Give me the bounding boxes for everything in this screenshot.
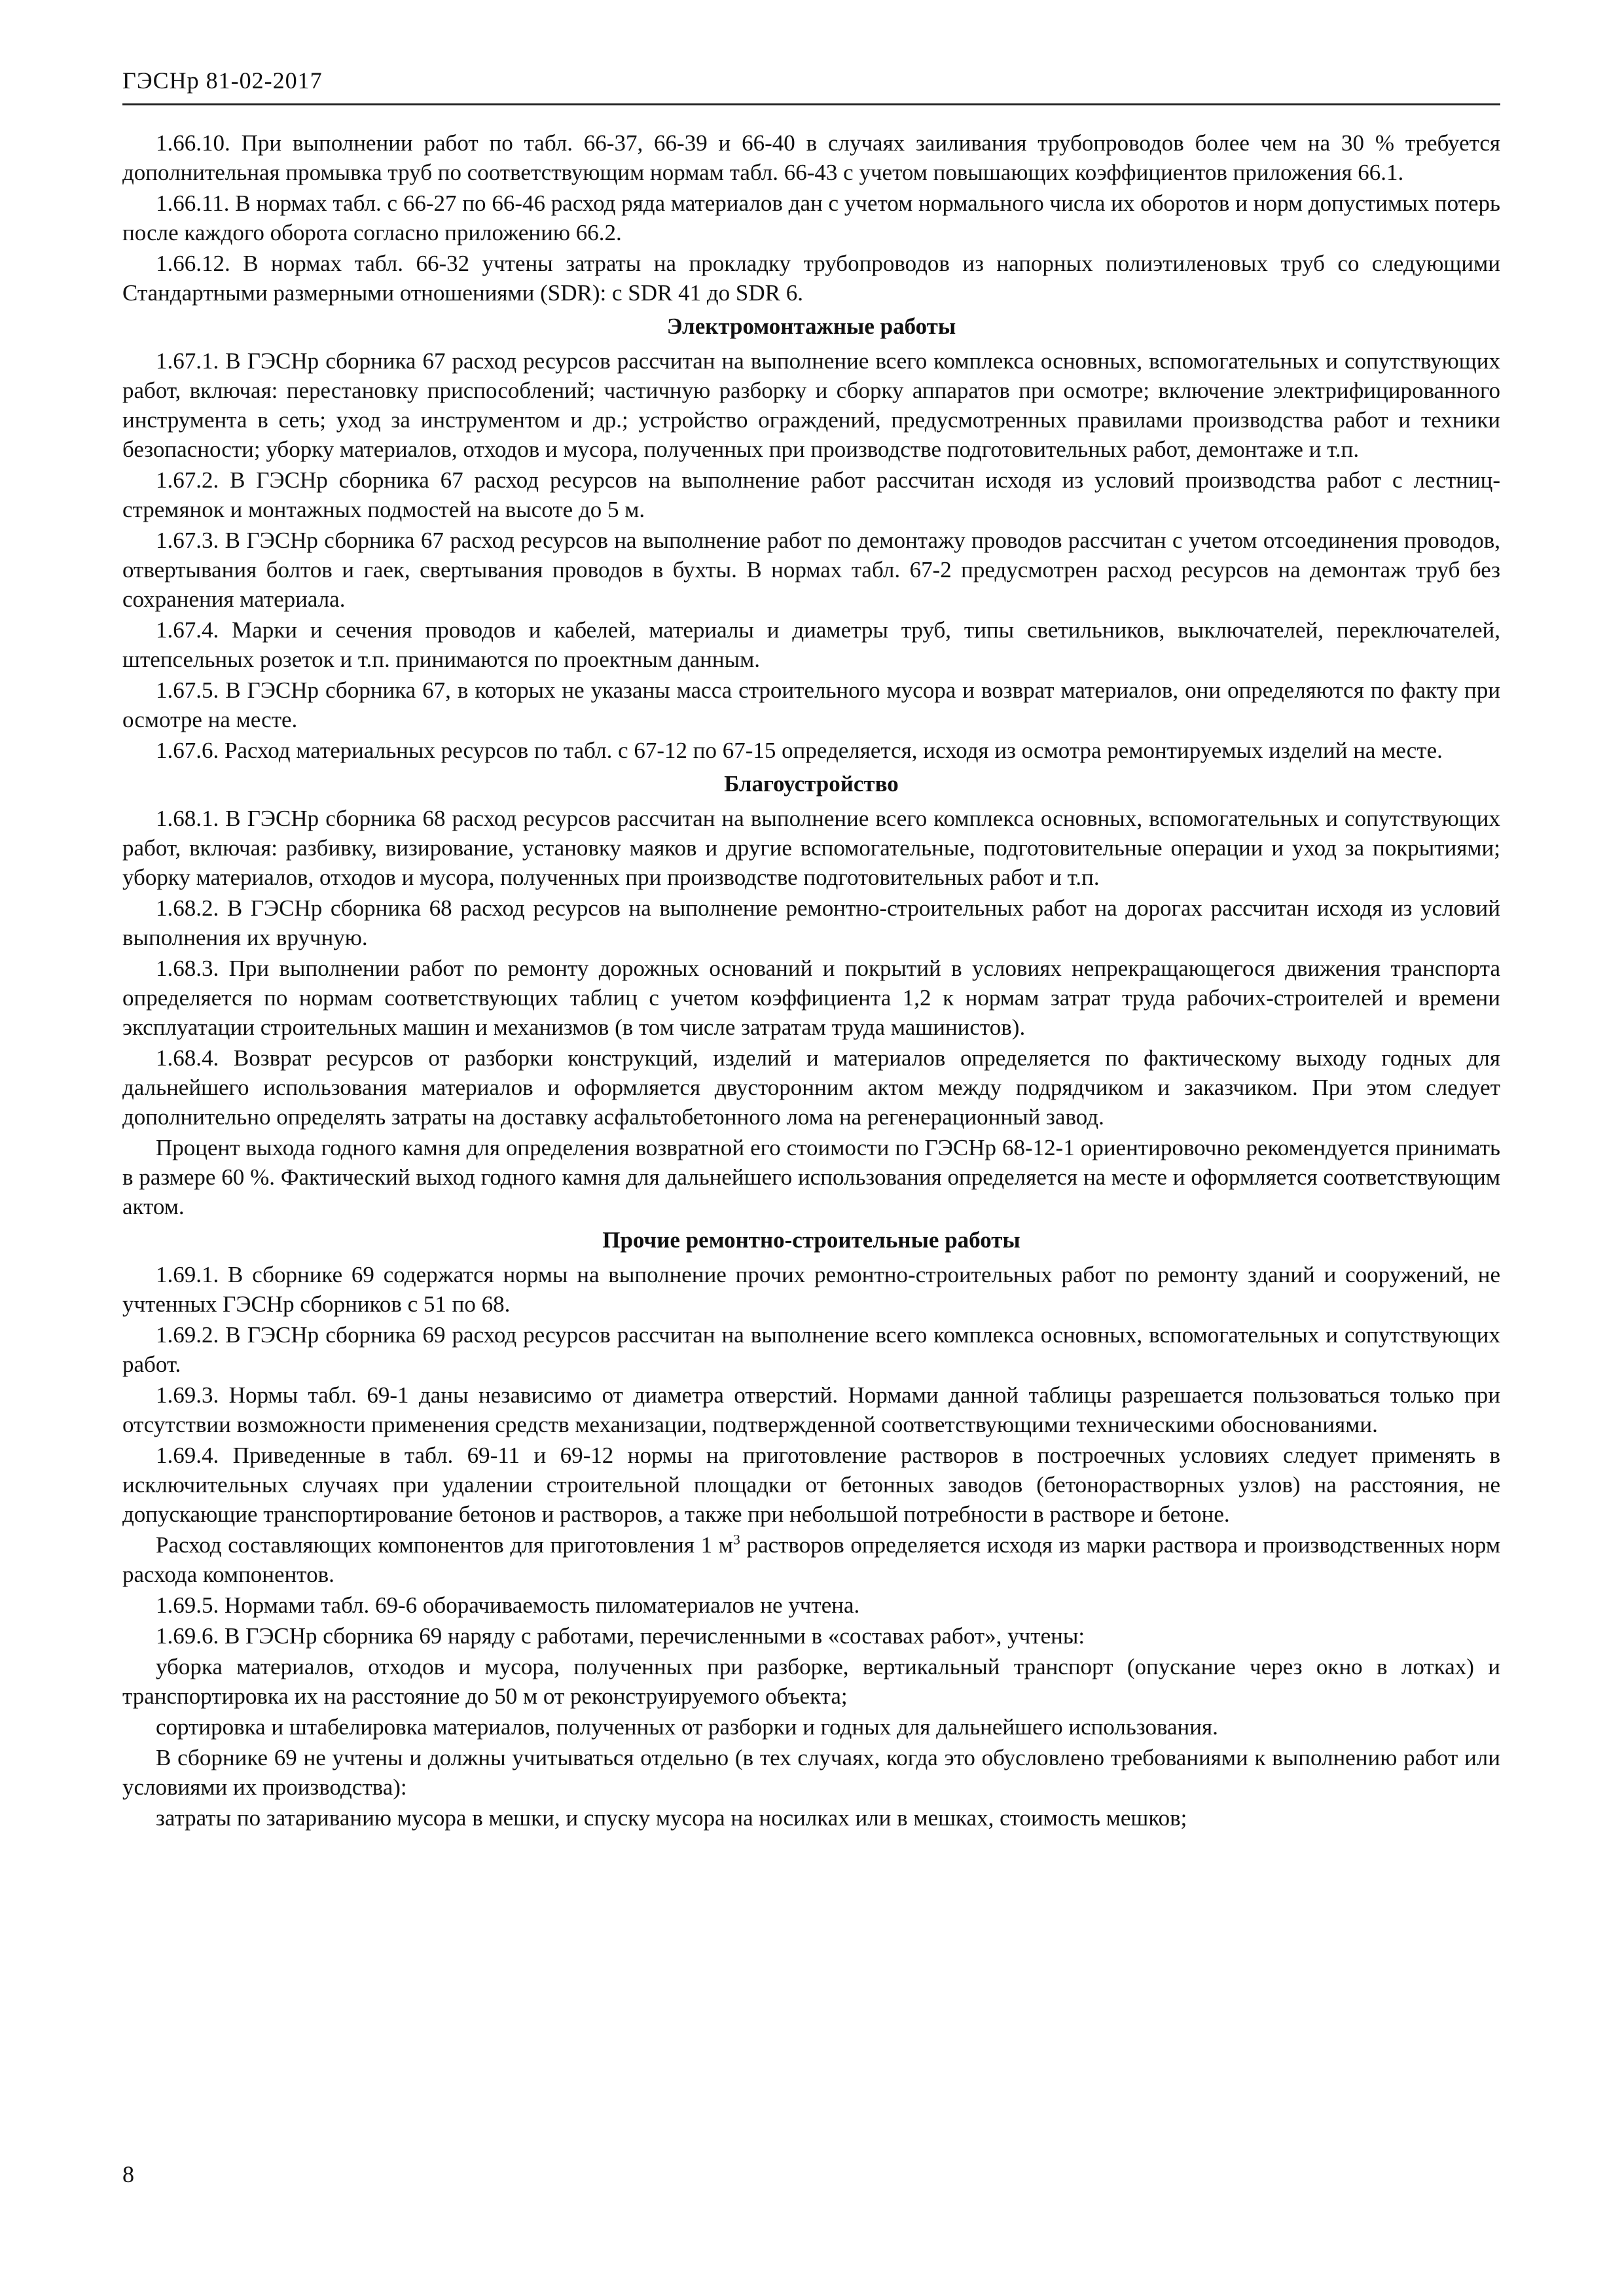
paragraph-1-68-4: 1.68.4. Возврат ресурсов от разборки конструкций, изделий и материалов определяется по фактическому выходу годных для дальнейшего использования материалов и оформляется двусторонним актом между подрядчиком и заказчиком. При этом следует дополнительно определять затраты на доставку асфальтобетонного лома на регенерационный завод.: [122, 1045, 1500, 1130]
page-number: 8: [122, 2161, 134, 2187]
paragraph-1-69-6-not-included: В сборнике 69 не учтены и должны учитываться отдельно (в тех случаях, когда это обусловлено требованиями к выполнению работ или условиями их производства):: [122, 1745, 1500, 1800]
paragraph-1-67-1: 1.67.1. В ГЭСНр сборника 67 расход ресурсов рассчитан на выполнение всего комплекса основных, вспомогательных и сопутствующих работ, включая: перестановку приспособлений; частичную разборку и сборку аппаратов при осмотре; включение электрифицированного инструмента в сеть; уход за инструментом и др.; устройство ограждений, предусмотренных правилами производства работ и техники безопасности; уборку материалов, отходов и мусора, полученных при производстве подготовительных работ, демонтаже и т.п.: [122, 348, 1500, 462]
paragraph-1-69-6-cleanup: уборка материалов, отходов и мусора, полученных при разборке, вертикальный транспорт (опускание через окно в лотках) и транспортировка их на расстояние до 50 м от реконструируемого объекта;: [122, 1654, 1500, 1709]
page-body: [122, 128, 1500, 1834]
paragraph-1-68-3: 1.68.3. При выполнении работ по ремонту дорожных оснований и покрытий в условиях непрекращающегося движения транспорта определяется по нормам соответствующих таблиц с учетом коэффициента 1,2 к нормам затрат труда рабочих-строителей и времени эксплуатации строительных машин и механизмов (в том числе затратам труда машинистов).: [122, 956, 1500, 1040]
paragraph-1-69-3: 1.69.3. Нормы табл. 69-1 даны независимо от диаметра отверстий. Нормами данной таблицы разрешается пользоваться только при отсутствии возможности применения средств механизации, подтвержденной соответствующими техническими обоснованиями.: [122, 1382, 1500, 1437]
paragraph-1-68-4-stone: Процент выхода годного камня для определения возвратной его стоимости по ГЭСНр 68-12-1 ориентировочно рекомендуется принимать в размере 60 %. Фактический выход годного камня для дальнейшего использования определяется на месте и оформляется соответствующим актом.: [122, 1135, 1500, 1219]
paragraph-1-67-2: 1.67.2. В ГЭСНр сборника 67 расход ресурсов на выполнение работ рассчитан исходя из условий производства работ с лестниц-стремянок и монтажных подмостей на высоте до 5 м.: [122, 467, 1500, 522]
paragraph-1-69-6-bagging: затраты по затариванию мусора в мешки, и спуску мусора на носилках или в мешках, стоимость мешков;: [156, 1805, 1187, 1831]
paragraph-1-67-3: 1.67.3. В ГЭСНр сборника 67 расход ресурсов на выполнение работ по демонтажу проводов рассчитан с учетом отсоединения проводов, отвертывания болтов и гаек, свертывания проводов в бухты. В нормах табл. 67-2 предусмотрен расход ресурсов на демонтаж труб без сохранения материала.: [122, 528, 1500, 612]
running-header: [122, 58, 1500, 105]
paragraph-1-69-4: 1.69.4. Приведенные в табл. 69-11 и 69-12 нормы на приготовление растворов в построечных условиях следует применять в исключительных случаях при удалении строительной площадки от бетонных заводов (бетонорастворных узлов) на расстояния, не допускающие транспортирование бетонов и растворов, а также при небольшой потребности в растворе и бетоне.: [122, 1443, 1500, 1527]
paragraph-1-68-2: 1.68.2. В ГЭСНр сборника 68 расход ресурсов на выполнение ремонтно-строительных работ на дорогах рассчитан исходя из условий выполнения их вручную.: [122, 895, 1500, 950]
paragraph-1-68-1: 1.68.1. В ГЭСНр сборника 68 расход ресурсов рассчитан на выполнение всего комплекса основных, вспомогательных и сопутствующих работ, включая: разбивку, визирование, установку маяков и другие вспомогательные, подготовительные операции и уход за покрытиями; уборку материалов, отходов и мусора, полученных при производстве подготовительных работ и т.п.: [122, 806, 1500, 890]
paragraph-1-69-1: 1.69.1. В сборнике 69 содержатся нормы на выполнение прочих ремонтно-строительных работ по ремонту зданий и сооружений, не учтенных ГЭСНр сборников с 51 по 68.: [122, 1262, 1500, 1317]
paragraph-1-69-4-mortar: [122, 1530, 1500, 1589]
paragraph-1-69-6: 1.69.6. В ГЭСНр сборника 69 наряду с работами, перечисленными в «составах работ», учтены:: [156, 1623, 1085, 1649]
paragraph-1-66-12: 1.66.12. В нормах табл. 66-32 учтены затраты на прокладку трубопроводов из напорных полиэтиленовых труб со следующими Стандартными размерными отношениями (SDR): с SDR 41 до SDR 6.: [122, 251, 1500, 306]
paragraph-1-67-5: 1.67.5. В ГЭСНр сборника 67, в которых не указаны масса строительного мусора и возврат материалов, они определяются по факту при осмотре на месте.: [122, 677, 1500, 732]
paragraph-1-69-6-sorting: сортировка и штабелировка материалов, полученных от разборки и годных для дальнейшего использования.: [156, 1714, 1218, 1740]
section-heading-landscaping: Благоустройство: [724, 771, 899, 797]
paragraph-1-67-4: 1.67.4. Марки и сечения проводов и кабелей, материалы и диаметры труб, типы светильников, выключателей, переключателей, штепсельных розеток и т.п. принимаются по проектным данным.: [122, 617, 1500, 672]
paragraph-1-69-2: 1.69.2. В ГЭСНр сборника 69 расход ресурсов рассчитан на выполнение всего комплекса основных, вспомогательных и сопутствующих работ.: [122, 1322, 1500, 1377]
document-code: ГЭСНр 81-02-2017: [122, 67, 323, 94]
paragraph-1-69-5: 1.69.5. Нормами табл. 69-6 оборачиваемость пиломатериалов не учтена.: [156, 1592, 860, 1618]
paragraph-1-66-10: 1.66.10. При выполнении работ по табл. 66-37, 66-39 и 66-40 в случаях заиливания трубопроводов более чем на 30 % требуется дополнительная промывка труб по соответствующим нормам табл. 66-43 с учетом повышающих коэффициентов приложения 66.1.: [122, 130, 1500, 185]
mortar-text-end: растворов определяется исходя из марки раствора и производственных норм расхода компонентов.: [122, 1532, 1501, 1587]
paragraph-1-66-11: 1.66.11. В нормах табл. с 66-27 по 66-46 расход ряда материалов дан с учетом нормального числа их оборотов и норм допустимых потерь после каждого оборота согласно приложению 66.2.: [122, 190, 1500, 245]
mortar-text-start: Расход составляющих компонентов для приготовления 1 м: [156, 1532, 733, 1558]
paragraph-1-67-6: 1.67.6. Расход материальных ресурсов по табл. с 67-12 по 67-15 определяется, исходя из осмотра ремонтируемых изделий на месте.: [156, 738, 1443, 763]
section-heading-other-works: Прочие ремонтно-строительные работы: [602, 1227, 1020, 1253]
section-heading-electrical: Электромонтажные работы: [666, 314, 956, 339]
cubic-superscript: 3: [732, 1531, 740, 1548]
